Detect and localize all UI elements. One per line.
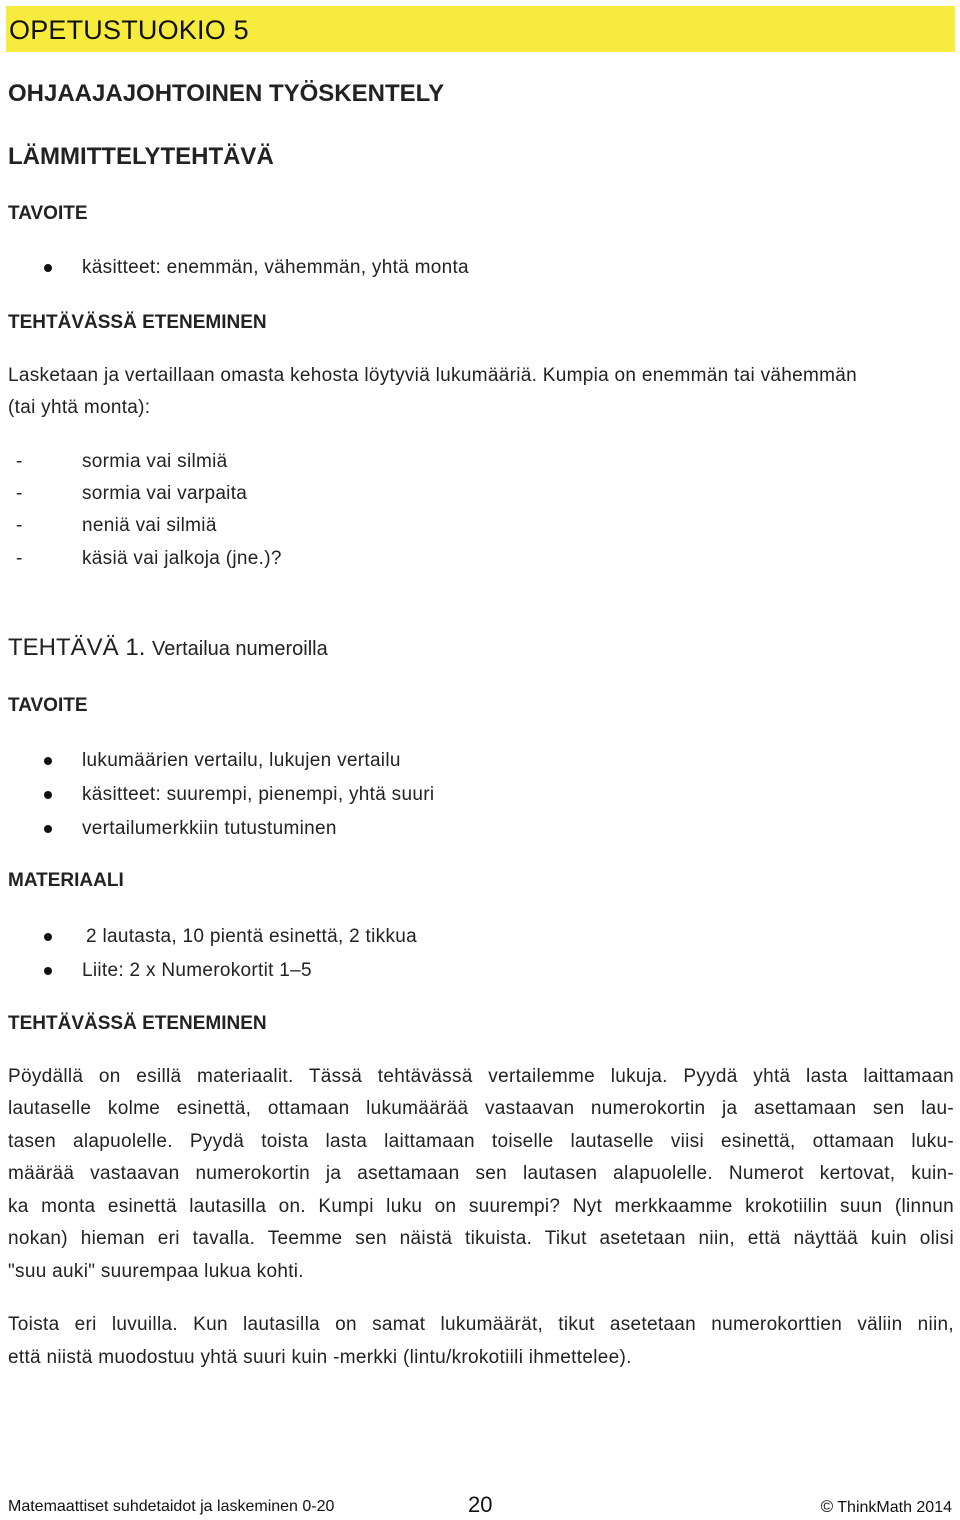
paragraph-line: määrää vastaavan numerokortin ja asettamaan sen lautasen alapuolelle. Numerot kertovat, kuin- [8,1163,954,1184]
paragraph-line: että niistä muodostuu yhtä suuri kuin -merkki (lintu/krokotiili ihmettelee). [8,1347,632,1368]
warmup-dash-item: sormia vai silmiä [82,451,228,472]
paragraph-line: Pöydällä on esillä materiaalit. Tässä tehtävässä vertailemme lukuja. Pyydä yhtä lasta laittamaan [8,1066,954,1087]
warmup-intro-line: Lasketaan ja vertaillaan omasta kehosta löytyviä lukumääriä. Kumpia on enemmän tai vähemmän [8,365,857,386]
material-item: 2 lautasta, 10 pientä esinettä, 2 tikkua [86,926,417,947]
main-heading: OHJAAJAJOHTOINEN TYÖSKENTELY [8,80,445,107]
warmup-heading: LÄMMITTELYTEHTÄVÄ [8,143,274,170]
dash-marker: - [16,548,23,569]
title-banner [6,6,955,52]
dash-marker: - [16,483,23,504]
task-goal-item: käsitteet: suurempi, pienempi, yhtä suuri [82,784,435,805]
warmup-progress-label: TEHTÄVÄSSÄ ETENEMINEN [8,312,267,333]
warmup-intro-line: (tai yhtä monta): [8,397,151,418]
paragraph-line: lautaselle kolme esinettä, ottamaan lukumäärää vastaavan numerokortin ja asettamaan sen lau- [8,1098,954,1119]
copyright-icon: © [820,1497,834,1516]
paragraph-line: ka monta esinettä lautasilla on. Kumpi luku on suurempi? Nyt merkkaamme krokotiilin suun (linnun [8,1196,954,1217]
warmup-dash-item: käsiä vai jalkoja (jne.)? [82,548,282,569]
task-goal-label: TAVOITE [8,695,88,716]
material-label: MATERIAALI [8,870,124,891]
footer-book-title: Matemaattiset suhdetaidot ja laskeminen 0-20 [8,1498,335,1515]
paragraph-line: "suu auki" suurempaa lukua kohti. [8,1261,304,1282]
page-title: OPETUSTUOKIO 5 [9,15,249,45]
warmup-dash-item: sormia vai varpaita [82,483,248,504]
task-heading [8,634,328,662]
dash-marker: - [16,515,23,536]
task-number: TEHTÄVÄ 1. [8,634,146,661]
copyright-text: ThinkMath 2014 [837,1499,952,1516]
page-number: 20 [468,1492,493,1517]
warmup-dash-item: neniä vai silmiä [82,515,217,536]
task-progress-label: TEHTÄVÄSSÄ ETENEMINEN [8,1013,267,1034]
bullet-icon [44,967,52,975]
warmup-goal-item: käsitteet: enemmän, vähemmän, yhtä monta [82,257,469,278]
footer-copyright [821,1497,952,1517]
dash-marker: - [16,451,23,472]
task-goal-item: lukumäärien vertailu, lukujen vertailu [82,750,401,771]
bullet-icon [44,264,52,272]
bullet-icon [44,933,52,941]
bullet-icon [44,825,52,833]
bullet-icon [44,757,52,765]
bullet-icon [44,791,52,799]
paragraph-line: nokan) hieman eri tavalla. Teemme sen näistä tikuista. Tikut asetetaan niin, että näyttää kuin olisi [8,1228,954,1249]
material-item: Liite: 2 x Numerokortit 1–5 [82,960,312,981]
paragraph-line: tasen alapuolelle. Pyydä toista lasta laittamaan toiselle lautaselle viisi esinettä, ottamaan luku- [8,1131,954,1152]
warmup-goal-label: TAVOITE [8,203,88,224]
task-name: Vertailua numeroilla [152,638,328,660]
task-goal-item: vertailumerkkiin tutustuminen [82,818,337,839]
paragraph-line: Toista eri luvuilla. Kun lautasilla on samat lukumäärät, tikut asetetaan numerokorttien väliin niin, [8,1314,954,1335]
